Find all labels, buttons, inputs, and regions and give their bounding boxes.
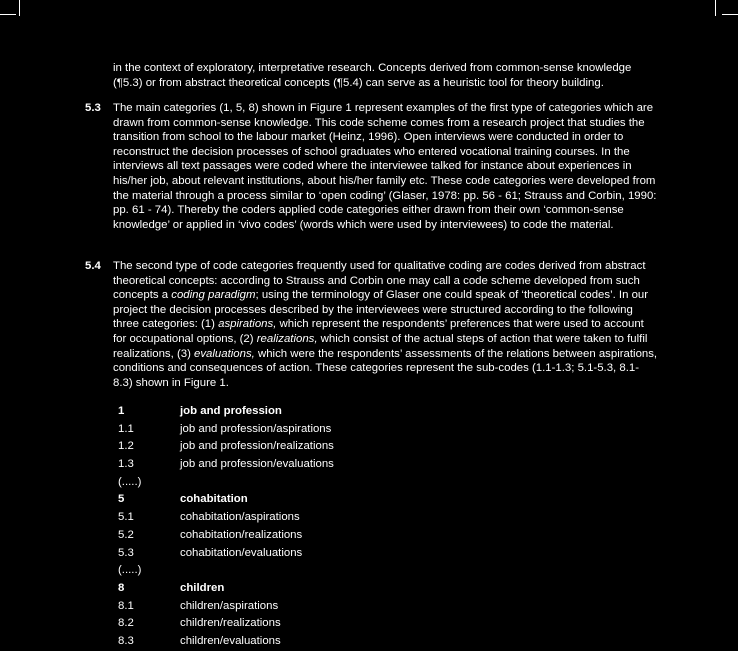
code-label: children	[180, 581, 225, 594]
code-subcategory-row	[118, 438, 334, 456]
code-number: 5.1	[118, 511, 134, 524]
section-5-3-paragraph: The main categories (1, 5, 8) shown in Figure 1 represent examples of the first type of categories which are drawn from common-sense knowledge. This code scheme comes from a research project that studies the transition from school to the labour market (Heinz, 1996). Open interviews were conducted in order to reconstruct the decision processes of school graduates who entered vocational training courses. In the interviews all text passages were coded where the interviewee talked for instance about experiences in his/her job, about relevant institutions, about his/her family etc. These code categories were developed from the material through a process similar to ‘open coding’ (Glaser, 1978: pp. 56 - 61; Strauss and Corbin, 1990: pp. 61 - 74). Thereby the coders applied code categories either drawn from their own ‘common-sense knowledge’ or applied in ‘vivo codes’ (words which were used by interviewees) to code the material.	[113, 102, 657, 231]
code-label: job and profession/realizations	[180, 440, 334, 453]
code-category-row	[118, 580, 334, 598]
crop-mark-top-right-horizontal	[722, 14, 738, 15]
code-subcategory-row	[118, 545, 334, 563]
crop-mark-top-left-vertical	[19, 0, 20, 16]
code-scheme-list	[118, 403, 334, 651]
section-5-4-text-5: which were the respondents’ assessments of the relations between aspirations, conditions and consequences of action. These categories represent the sub-codes (1.1-1.3; 5.1-5.3, 8.1-8.3) shown in Figure 1.	[113, 347, 658, 389]
code-label: job and profession/aspirations	[180, 422, 332, 435]
code-number: 8.2	[118, 617, 134, 630]
section-number-5-3: 5.3	[85, 102, 101, 114]
code-subcategory-row	[118, 527, 334, 545]
term-realizations: realizations,	[256, 332, 318, 345]
code-number: (.....)	[118, 475, 142, 488]
term-evaluations: evaluations,	[194, 347, 255, 360]
code-number: 1	[118, 405, 125, 417]
section-5-4-paragraph	[113, 259, 658, 390]
code-number: 5	[118, 493, 125, 506]
code-label: cohabitation	[180, 493, 248, 506]
code-label: children/realizations	[180, 617, 281, 630]
crop-mark-top-left-horizontal	[0, 14, 16, 15]
code-subcategory-row	[118, 421, 334, 439]
section-5-4-text-4: which consist of the actual steps of action that were taken to fulfil realizations, (3)	[113, 332, 648, 360]
code-subcategory-row	[118, 562, 334, 580]
code-label: cohabitation/aspirations	[180, 511, 300, 524]
intro-paragraph: in the context of exploratory, interpretative research. Concepts derived from common-sense knowledge (¶5.3) or from abstract theoretical concepts (¶5.4) can serve as a heuristic tool for theory building.	[113, 62, 632, 89]
crop-mark-top-right-vertical	[715, 0, 716, 16]
code-number: 1.3	[118, 458, 134, 471]
code-category-row	[118, 491, 334, 509]
code-number: 1.1	[118, 422, 134, 435]
code-number: 5.3	[118, 546, 134, 559]
code-subcategory-row	[118, 474, 334, 492]
code-subcategory-row	[118, 598, 334, 616]
code-subcategory-row	[118, 615, 334, 633]
code-label: cohabitation/realizations	[180, 528, 303, 541]
section-5-4-text-2: ; using the terminology of Glaser one could speak of ‘theoretical codes’. In our project the decision processes described by the interviewees were structured according to the following three categories: (1)	[113, 289, 649, 331]
code-subcategory-row	[118, 509, 334, 527]
section-5-4-text-1: The second type of code categories frequently used for qualitative coding are codes derived from abstract theoretical concepts: according to Strauss and Corbin one may call a code scheme developed from such concepts a	[113, 260, 646, 302]
code-category-row	[118, 403, 334, 421]
code-label: job and profession	[180, 405, 282, 417]
term-aspirations: aspirations,	[218, 318, 277, 331]
code-number: 8.3	[118, 634, 134, 647]
code-label: children/aspirations	[180, 599, 279, 612]
section-number-5-4: 5.4	[85, 260, 101, 272]
code-subcategory-row	[118, 633, 334, 651]
code-number: 5.2	[118, 528, 134, 541]
code-number: (.....)	[118, 564, 142, 577]
code-label: children/evaluations	[180, 634, 281, 647]
code-label: cohabitation/evaluations	[180, 546, 303, 559]
code-number: 1.2	[118, 440, 134, 453]
code-number: 8.1	[118, 599, 134, 612]
term-coding-paradigm: coding paradigm	[171, 289, 256, 302]
section-5-4-text-3: which represent the respondents’ preferences that were used to account for occupational options, (2)	[113, 318, 644, 345]
code-number: 8	[118, 581, 125, 594]
code-label: job and profession/evaluations	[180, 458, 334, 471]
code-subcategory-row	[118, 456, 334, 474]
